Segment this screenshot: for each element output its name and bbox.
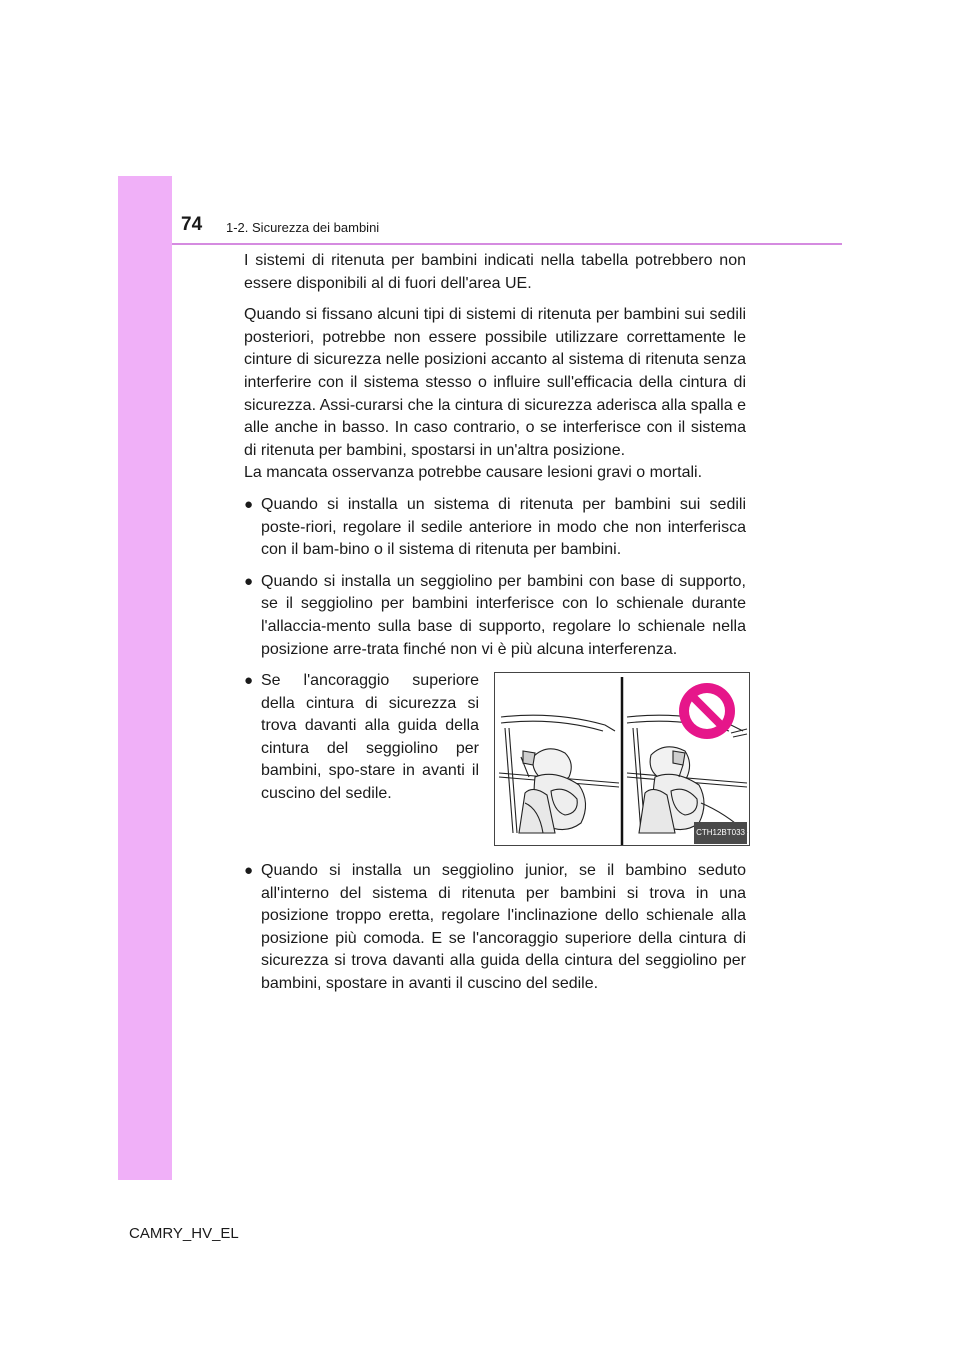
bullet-icon: ●: [244, 495, 254, 513]
bullet-figure-row: [244, 670, 746, 846]
child-seat-illustration: [494, 672, 750, 846]
model-code: CAMRY_HV_EL: [129, 1225, 239, 1242]
bullet-text: Quando si installa un seggiolino junior, se il bambino seduto all'interno del sistema di ritenuta per bambini si trova in una posizione troppo eretta, regolare l'inclinazione dello schienale alla posizione più comoda. E se l'ancoraggio superiore della cintura di sicurezza si trova davanti alla guida della cintura del seggiolino per bambini, spostare in avanti il cuscino del sedile.: [261, 862, 746, 993]
bullet-text: Quando si installa un seggiolino per bambini con base di supporto, se il seggiolino per bambini interferisce con lo schienale durante l'allaccia-mento sulla base di supporto, regolare lo schienale nella posizione arre-trata finché non vi è più alcuna interferenza.: [261, 572, 746, 658]
bullet-icon: ●: [244, 672, 254, 690]
incorrect-position-drawing: [627, 715, 747, 833]
paragraph-consequence: La mancata osservanza potrebbe causare lesioni gravi o mortali.: [244, 464, 703, 482]
bullet-item-front-seat: [244, 494, 746, 562]
prohibited-icon: [679, 683, 735, 739]
bullet-icon: ●: [244, 862, 254, 880]
correct-position-drawing: [499, 715, 619, 833]
bullet-item-support-base: [244, 571, 746, 661]
section-title: 1-2. Sicurezza dei bambini: [226, 220, 380, 235]
bullet-item-junior-seat: [244, 860, 746, 996]
paragraph-availability: I sistemi di ritenuta per bambini indicati nella tabella potrebbero non essere disponibili al di fuori dell'area UE.: [244, 252, 746, 292]
bullet-text: Se l'ancoraggio superiore della cintura di sicurezza si trova davanti alla guida della cintura del seggiolino per bambini, spo-stare in avanti il cuscino del sedile.: [261, 672, 479, 803]
page-number: 74: [181, 214, 203, 235]
main-content: [244, 250, 746, 1005]
bullet-item-anchor: [244, 670, 479, 806]
bullet-icon: ●: [244, 572, 254, 590]
bullet-text: Quando si installa un sistema di ritenuta per bambini sui sedili poste-riori, regolare il sedile anteriore in modo che non interferisca con il bam-bino o il sistema di ritenuta per bambini.: [261, 495, 746, 559]
illustration-drawing: [495, 673, 749, 845]
chapter-sidebar-tab: [118, 176, 172, 1180]
figure-code: CTH12BT033: [694, 822, 747, 845]
paragraph-seatbelt-warning: Quando si fissano alcuni tipi di sistemi di ritenuta per bambini sui sedili posteriori, potrebbe non essere possibile utilizzare correttamente le cinture di sicurezza nelle posizioni accanto al sistema di ritenuta senza interferire con il sistema stesso o influire sull'efficacia della cintura di sicurezza. Assi-curarsi che la cintura di sicurezza aderisca alla spalla e alle anche in basso. In caso contrario, o se interferisce con il sistema di ritenuta per bambini, spostarsi in un'altra posizione.: [244, 306, 746, 459]
header-rule: [172, 243, 842, 245]
